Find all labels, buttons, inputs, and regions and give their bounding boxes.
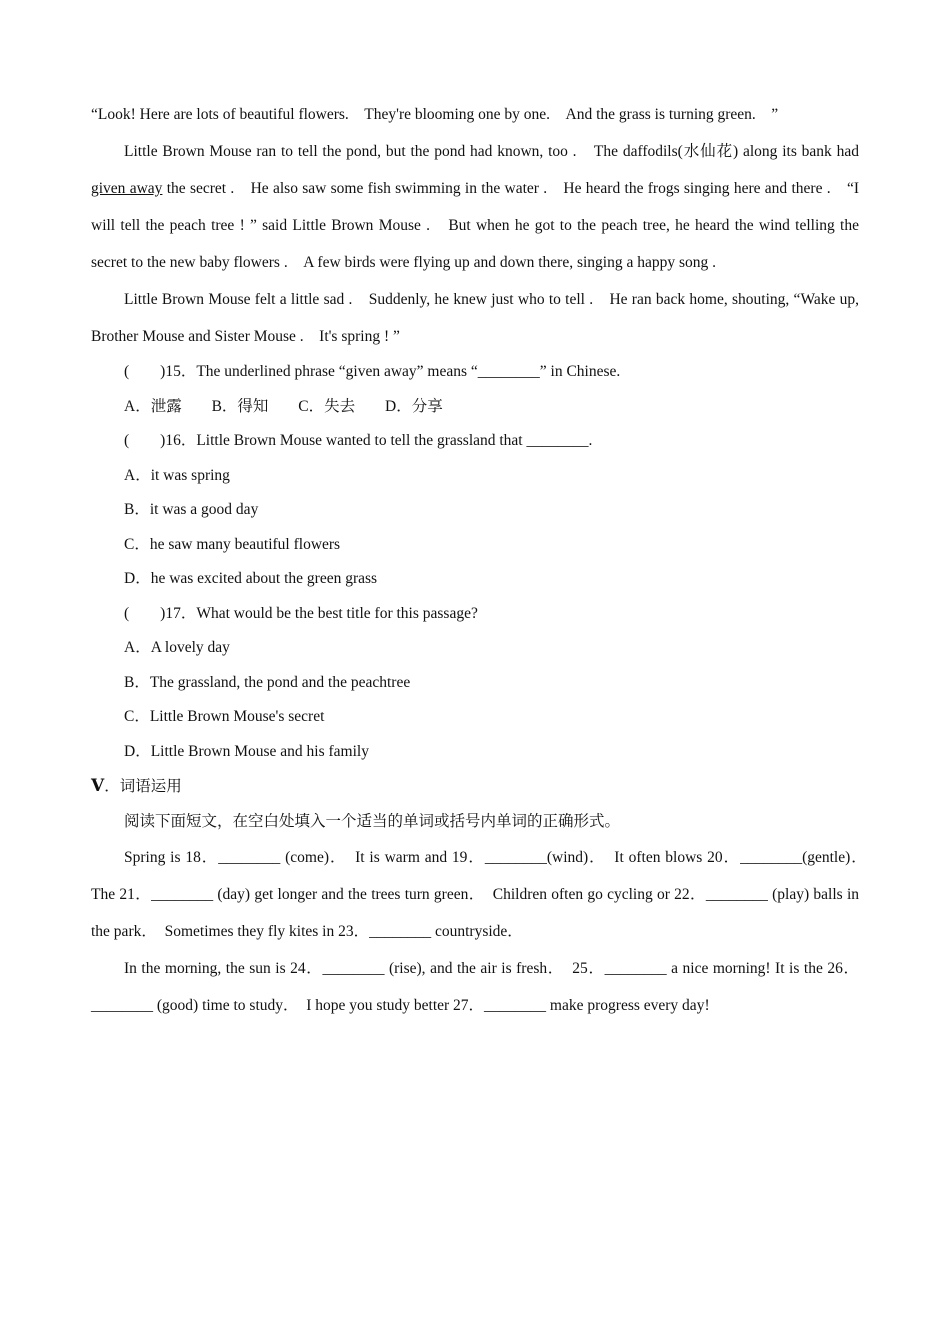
passage-text: the secret . He also saw some fish swimming in the water . He heard the frogs singing here and there . “I will tell the peach tree ! ” said Little Brown Mouse . But when he got to the peach tree, he heard the wind telling the secret to the new baby flowers . A few birds were flying up and down there, singing a happy song . <box>91 180 859 271</box>
option-d: D．分享 <box>385 397 443 415</box>
question-15-options <box>91 390 859 425</box>
document-content <box>91 96 875 1024</box>
option-b: B．得知 <box>211 397 269 415</box>
question-16-stem: ( )16．Little Brown Mouse wanted to tell the grassland that ________. <box>124 432 593 449</box>
option-c: C．he saw many beautiful flowers <box>124 535 341 553</box>
passage-paragraph-2 <box>91 133 859 281</box>
passage-paragraph-1: “Look! Here are lots of beautiful flowers. They're blooming one by one. And the grass is turning green. ” <box>91 106 779 123</box>
cloze-paragraph-2: In the morning, the sun is 24．________ (rise), and the air is fresh． 25．________ a nice morning! It is the 26．________ (good) time to study． I hope you study better 27．________ make progress every day! <box>91 960 859 1014</box>
underlined-phrase: given away <box>91 180 163 197</box>
passage-paragraph-3: Little Brown Mouse felt a little sad . Suddenly, he knew just who to tell . He ran back home, shouting, “Wake up, Brother Mouse and Sister Mouse . It's spring ! ” <box>91 291 859 345</box>
option-d: D．Little Brown Mouse and his family <box>124 742 369 760</box>
option-a: A．A lovely day <box>124 639 230 656</box>
passage-text: Little Brown Mouse ran to tell the pond, but the pond had known, too . The daffodils(水仙花) along its bank had <box>124 143 859 160</box>
question-15-stem: ( )15．The underlined phrase “given away” means “________” in Chinese. <box>124 363 621 380</box>
option-a: A．it was spring <box>124 466 230 484</box>
option-c: C．Little Brown Mouse's secret <box>124 708 325 725</box>
cloze-paragraph-1: Spring is 18．________ (come)． It is warm and 19．________(wind)． It often blows 20．________(gentle)． The 21．________ (day) get longer and the trees turn green． Children often go cycling or 22．________ (play) balls in the park． Sometimes they fly kites in 23．________ countryside． <box>91 849 875 940</box>
option-d: D．he was excited about the green grass <box>124 570 378 587</box>
option-c: C．失去 <box>298 397 356 415</box>
option-b: B．it was a good day <box>124 501 259 518</box>
section-title: ．词语运用 <box>104 778 182 795</box>
option-a: A．泄露 <box>124 397 182 415</box>
question-17-stem: ( )17．What would be the best title for this passage? <box>124 604 478 622</box>
section-number: Ⅴ <box>91 776 105 795</box>
option-b: B．The grassland, the pond and the peachtree <box>124 673 411 691</box>
section-5-instruction: 阅读下面短文，在空白处填入一个适当的单词或括号内单词的正确形式。 <box>124 812 621 830</box>
section-5-heading <box>91 769 859 805</box>
